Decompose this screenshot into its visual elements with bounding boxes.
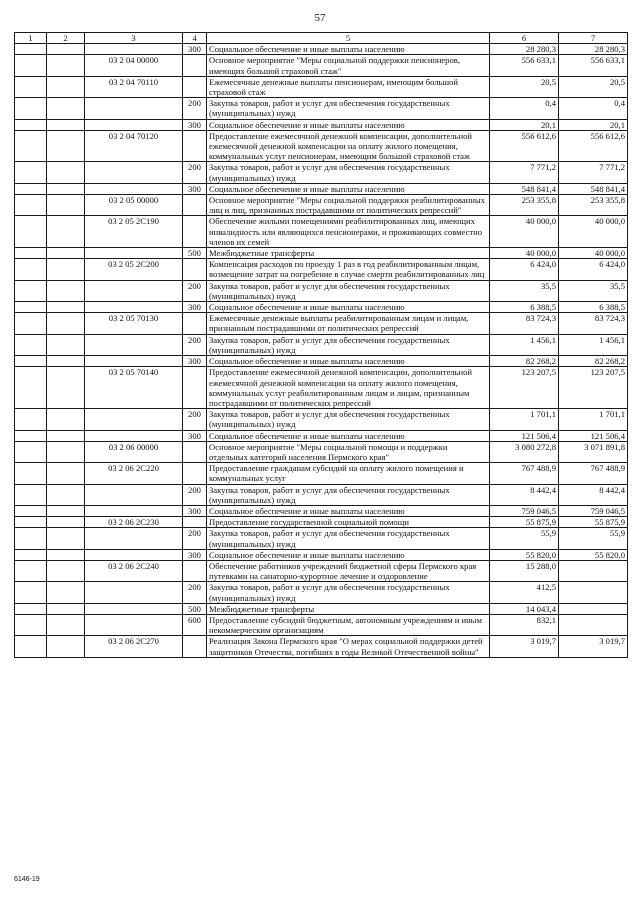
amount-col7-cell (559, 582, 628, 603)
code-cell (85, 603, 183, 614)
col-1-cell (15, 560, 47, 581)
table-row (15, 441, 628, 462)
col-2-cell (47, 248, 85, 259)
amount-col6-cell: 1 701,1 (490, 409, 559, 430)
col-2-cell (47, 55, 85, 76)
expense-type-cell: 200 (183, 334, 207, 355)
amount-col6-cell: 20,5 (490, 76, 559, 97)
table-row (15, 582, 628, 603)
amount-col6-cell: 7 771,2 (490, 162, 559, 183)
expense-type-cell (183, 441, 207, 462)
amount-col6-cell: 556 612,6 (490, 130, 559, 162)
amount-col6-cell: 3 019,7 (490, 636, 559, 657)
code-cell (85, 505, 183, 516)
table-row (15, 463, 628, 484)
expense-type-cell: 300 (183, 549, 207, 560)
code-cell (85, 162, 183, 183)
table-row (15, 183, 628, 194)
description-cell: Предоставление гражданам субсидий на оплату жилого помещения и коммунальных услуг (207, 463, 490, 484)
col-1-cell (15, 614, 47, 635)
col-1-cell (15, 44, 47, 55)
code-cell: 03 2 04 70120 (85, 130, 183, 162)
expense-type-cell: 500 (183, 248, 207, 259)
table-row (15, 636, 628, 657)
code-cell: 03 2 05 2С190 (85, 216, 183, 248)
amount-col7-cell: 82 268,2 (559, 356, 628, 367)
amount-col7-cell: 1 456,1 (559, 334, 628, 355)
amount-col7-cell: 20,5 (559, 76, 628, 97)
amount-col7-cell: 123 207,5 (559, 367, 628, 409)
amount-col7-cell: 556 633,1 (559, 55, 628, 76)
col-2-cell (47, 183, 85, 194)
description-cell: Закупка товаров, работ и услуг для обеспечения государственных (муниципальных) нужд (207, 334, 490, 355)
code-cell (85, 280, 183, 301)
col-2-cell (47, 463, 85, 484)
amount-col7-cell (559, 614, 628, 635)
table-row (15, 44, 628, 55)
col-1-cell (15, 463, 47, 484)
amount-col6-cell: 35,5 (490, 280, 559, 301)
code-cell (85, 183, 183, 194)
col-2-cell (47, 356, 85, 367)
table-row (15, 55, 628, 76)
col-1-cell (15, 162, 47, 183)
description-cell: Предоставление ежемесячной денежной компенсации, дополнительной ежемесячной денежной компенсации на оплату жилого помещения, коммунальных услуг реабилитированным лицам и лицам, признанным пострадавшими от политических репрессий (207, 367, 490, 409)
col-2-cell (47, 484, 85, 505)
amount-col6-cell: 40 000,0 (490, 248, 559, 259)
description-cell: Социальное обеспечение и иные выплаты населению (207, 119, 490, 130)
col-1-cell (15, 356, 47, 367)
table-row (15, 430, 628, 441)
amount-col6-cell: 832,1 (490, 614, 559, 635)
amount-col7-cell: 35,5 (559, 280, 628, 301)
expense-type-cell (183, 195, 207, 216)
amount-col6-cell: 55 875,9 (490, 517, 559, 528)
expense-type-cell (183, 259, 207, 280)
amount-col7-cell: 7 771,2 (559, 162, 628, 183)
col-1-cell (15, 55, 47, 76)
amount-col6-cell: 412,5 (490, 582, 559, 603)
amount-col7-cell (559, 603, 628, 614)
col-1-cell (15, 441, 47, 462)
column-header: 4 (183, 33, 207, 44)
col-1-cell (15, 484, 47, 505)
amount-col7-cell: 3 071 891,8 (559, 441, 628, 462)
col-2-cell (47, 195, 85, 216)
col-2-cell (47, 517, 85, 528)
amount-col7-cell: 8 442,4 (559, 484, 628, 505)
col-1-cell (15, 119, 47, 130)
amount-col6-cell: 123 207,5 (490, 367, 559, 409)
description-cell: Компенсация расходов по проезду 1 раз в год реабилитированным лицам, возмещение затрат на погребение в случае смерти реабилитированных лиц (207, 259, 490, 280)
amount-col7-cell: 767 488,9 (559, 463, 628, 484)
description-cell: Ежемесячные денежные выплаты пенсионерам, имеющим большой страховой стаж (207, 76, 490, 97)
table-row (15, 528, 628, 549)
table-row (15, 356, 628, 367)
col-2-cell (47, 409, 85, 430)
code-cell: 03 2 06 2С220 (85, 463, 183, 484)
col-2-cell (47, 130, 85, 162)
col-2-cell (47, 582, 85, 603)
table-row (15, 549, 628, 560)
table-row (15, 248, 628, 259)
expense-type-cell (183, 517, 207, 528)
description-cell: Обеспечение работников учреждений бюджетной сферы Пермского края путевками на санаторно-курортное лечение и оздоровление (207, 560, 490, 581)
expense-type-cell: 200 (183, 409, 207, 430)
col-2-cell (47, 367, 85, 409)
amount-col6-cell: 0,4 (490, 98, 559, 119)
table-row (15, 517, 628, 528)
col-2-cell (47, 162, 85, 183)
description-cell: Предоставление государственной социальной помощи (207, 517, 490, 528)
description-cell: Социальное обеспечение и иные выплаты населению (207, 302, 490, 313)
table-row (15, 76, 628, 97)
col-1-cell (15, 259, 47, 280)
expense-type-cell (183, 367, 207, 409)
amount-col6-cell: 6 388,5 (490, 302, 559, 313)
table-row (15, 409, 628, 430)
description-cell: Социальное обеспечение и иные выплаты населению (207, 430, 490, 441)
amount-col6-cell: 121 506,4 (490, 430, 559, 441)
expense-type-cell: 300 (183, 356, 207, 367)
description-cell: Ежемесячные денежные выплаты реабилитированным лицам и лицам, признанным пострадавшими от политических репрессий (207, 313, 490, 334)
code-cell (85, 549, 183, 560)
expense-type-cell: 200 (183, 582, 207, 603)
amount-col6-cell: 20,1 (490, 119, 559, 130)
col-1-cell (15, 430, 47, 441)
expense-type-cell: 200 (183, 98, 207, 119)
description-cell: Закупка товаров, работ и услуг для обеспечения государственных (муниципальных) нужд (207, 280, 490, 301)
description-cell: Закупка товаров, работ и услуг для обеспечения государственных (муниципальных) нужд (207, 582, 490, 603)
description-cell: Закупка товаров, работ и услуг для обеспечения государственных (муниципальных) нужд (207, 528, 490, 549)
col-2-cell (47, 549, 85, 560)
amount-col7-cell: 55 820,0 (559, 549, 628, 560)
expense-type-cell (183, 636, 207, 657)
expense-type-cell: 300 (183, 430, 207, 441)
col-1-cell (15, 216, 47, 248)
col-2-cell (47, 302, 85, 313)
code-cell: 03 2 06 2С230 (85, 517, 183, 528)
description-cell: Предоставление ежемесячной денежной компенсации, дополнительной ежемесячной денежной компенсации на оплату жилого помещения, коммунальных услуг пенсионерам, имеющим большой страховой стаж (207, 130, 490, 162)
description-cell: Реализация Закона Пермского края "О мерах социальной поддержки детей защитников Отечества, погибших в годы Великой Отечественной войны" (207, 636, 490, 657)
col-1-cell (15, 302, 47, 313)
amount-col6-cell: 548 841,4 (490, 183, 559, 194)
col-2-cell (47, 259, 85, 280)
table-row (15, 98, 628, 119)
description-cell: Закупка товаров, работ и услуг для обеспечения государственных (муниципальных) нужд (207, 98, 490, 119)
expense-type-cell (183, 130, 207, 162)
col-2-cell (47, 614, 85, 635)
expense-type-cell (183, 560, 207, 581)
col-1-cell (15, 248, 47, 259)
table-row (15, 130, 628, 162)
expense-type-cell: 300 (183, 183, 207, 194)
code-cell (85, 614, 183, 635)
amount-col7-cell: 40 000,0 (559, 216, 628, 248)
amount-col6-cell: 8 442,4 (490, 484, 559, 505)
amount-col7-cell: 253 355,8 (559, 195, 628, 216)
expense-type-cell: 200 (183, 162, 207, 183)
amount-col7-cell: 0,4 (559, 98, 628, 119)
table-row (15, 484, 628, 505)
col-1-cell (15, 517, 47, 528)
col-1-cell (15, 195, 47, 216)
code-cell (85, 582, 183, 603)
amount-col6-cell: 28 280,3 (490, 44, 559, 55)
expense-type-cell (183, 313, 207, 334)
expense-type-cell: 300 (183, 119, 207, 130)
amount-col7-cell: 83 724,3 (559, 313, 628, 334)
column-header: 2 (47, 33, 85, 44)
code-cell (85, 119, 183, 130)
col-1-cell (15, 582, 47, 603)
col-1-cell (15, 603, 47, 614)
description-cell: Межбюджетные трансферты (207, 248, 490, 259)
code-cell (85, 44, 183, 55)
amount-col6-cell: 82 268,2 (490, 356, 559, 367)
table-row (15, 603, 628, 614)
amount-col7-cell: 40 000,0 (559, 248, 628, 259)
expense-type-cell: 500 (183, 603, 207, 614)
col-2-cell (47, 216, 85, 248)
column-header: 3 (85, 33, 183, 44)
expense-type-cell (183, 216, 207, 248)
amount-col6-cell: 40 000,0 (490, 216, 559, 248)
expense-type-cell: 200 (183, 528, 207, 549)
expense-type-cell: 300 (183, 505, 207, 516)
table-row (15, 560, 628, 581)
col-2-cell (47, 44, 85, 55)
amount-col7-cell: 556 612,6 (559, 130, 628, 162)
description-cell: Межбюджетные трансферты (207, 603, 490, 614)
column-header: 7 (559, 33, 628, 44)
code-cell (85, 409, 183, 430)
code-cell (85, 248, 183, 259)
budget-table (14, 32, 628, 658)
amount-col7-cell: 1 701,1 (559, 409, 628, 430)
page-number: 57 (314, 12, 326, 24)
expense-type-cell: 600 (183, 614, 207, 635)
expense-type-cell: 300 (183, 44, 207, 55)
col-2-cell (47, 119, 85, 130)
amount-col7-cell: 6 388,5 (559, 302, 628, 313)
amount-col7-cell: 28 280,3 (559, 44, 628, 55)
expense-type-cell: 200 (183, 484, 207, 505)
table-row (15, 614, 628, 635)
table-row (15, 505, 628, 516)
description-cell: Закупка товаров, работ и услуг для обеспечения государственных (муниципальных) нужд (207, 162, 490, 183)
amount-col7-cell: 759 046,5 (559, 505, 628, 516)
col-1-cell (15, 636, 47, 657)
expense-type-cell (183, 76, 207, 97)
col-2-cell (47, 313, 85, 334)
column-header-row (15, 33, 628, 44)
code-cell (85, 334, 183, 355)
code-cell: 03 2 04 00000 (85, 55, 183, 76)
col-1-cell (15, 130, 47, 162)
amount-col6-cell: 556 633,1 (490, 55, 559, 76)
col-1-cell (15, 528, 47, 549)
amount-col6-cell: 767 488,9 (490, 463, 559, 484)
col-2-cell (47, 603, 85, 614)
col-1-cell (15, 183, 47, 194)
code-cell (85, 528, 183, 549)
column-header: 1 (15, 33, 47, 44)
code-cell: 03 2 05 00000 (85, 195, 183, 216)
col-2-cell (47, 334, 85, 355)
col-2-cell (47, 280, 85, 301)
col-2-cell (47, 76, 85, 97)
col-2-cell (47, 98, 85, 119)
col-2-cell (47, 636, 85, 657)
table-row (15, 313, 628, 334)
description-cell: Социальное обеспечение и иные выплаты населению (207, 549, 490, 560)
amount-col6-cell: 759 046,5 (490, 505, 559, 516)
amount-col6-cell: 1 456,1 (490, 334, 559, 355)
amount-col7-cell: 55,9 (559, 528, 628, 549)
amount-col6-cell: 15 288,0 (490, 560, 559, 581)
description-cell: Основное мероприятие "Меры социальной помощи и поддержки отдельных категорий населения Пермского края" (207, 441, 490, 462)
description-cell: Социальное обеспечение и иные выплаты населению (207, 183, 490, 194)
amount-col7-cell: 55 875,9 (559, 517, 628, 528)
amount-col6-cell: 3 080 272,8 (490, 441, 559, 462)
code-cell (85, 430, 183, 441)
amount-col6-cell: 55,9 (490, 528, 559, 549)
col-1-cell (15, 280, 47, 301)
table-row (15, 119, 628, 130)
amount-col6-cell: 6 424,0 (490, 259, 559, 280)
amount-col7-cell: 3 019,7 (559, 636, 628, 657)
description-cell: Предоставление субсидий бюджетным, автономным учреждениям и иным некоммерческим организациям (207, 614, 490, 635)
col-2-cell (47, 505, 85, 516)
amount-col6-cell: 253 355,8 (490, 195, 559, 216)
expense-type-cell (183, 55, 207, 76)
table-row (15, 259, 628, 280)
amount-col7-cell: 121 506,4 (559, 430, 628, 441)
col-1-cell (15, 313, 47, 334)
amount-col6-cell: 83 724,3 (490, 313, 559, 334)
table-row (15, 280, 628, 301)
amount-col6-cell: 14 043,4 (490, 603, 559, 614)
amount-col7-cell: 20,1 (559, 119, 628, 130)
amount-col7-cell: 548 841,4 (559, 183, 628, 194)
description-cell: Основное мероприятие "Меры социальной поддержки реабилитированных лиц и лиц, признанных пострадавшими от политических репрессий" (207, 195, 490, 216)
expense-type-cell: 300 (183, 302, 207, 313)
description-cell: Социальное обеспечение и иные выплаты населению (207, 44, 490, 55)
code-cell: 03 2 06 00000 (85, 441, 183, 462)
expense-type-cell: 200 (183, 280, 207, 301)
code-cell (85, 356, 183, 367)
code-cell (85, 302, 183, 313)
code-cell (85, 484, 183, 505)
col-1-cell (15, 334, 47, 355)
column-header: 6 (490, 33, 559, 44)
code-cell: 03 2 05 70130 (85, 313, 183, 334)
column-header: 5 (207, 33, 490, 44)
col-2-cell (47, 528, 85, 549)
table-row (15, 195, 628, 216)
col-1-cell (15, 76, 47, 97)
table-row (15, 216, 628, 248)
table-row (15, 367, 628, 409)
table-row (15, 162, 628, 183)
col-1-cell (15, 549, 47, 560)
table-row (15, 334, 628, 355)
amount-col6-cell: 55 820,0 (490, 549, 559, 560)
col-1-cell (15, 98, 47, 119)
description-cell: Обеспечение жилыми помещениями реабилитированных лиц, имеющих инвалидность или являющихся пенсионерами, и проживающих совместно членов их семей (207, 216, 490, 248)
code-cell: 03 2 06 2С240 (85, 560, 183, 581)
col-1-cell (15, 409, 47, 430)
description-cell: Социальное обеспечение и иные выплаты населению (207, 356, 490, 367)
code-cell: 03 2 05 2С200 (85, 259, 183, 280)
col-1-cell (15, 505, 47, 516)
description-cell: Основное мероприятие "Меры социальной поддержки пенсионеров, имеющих большой страховой стаж" (207, 55, 490, 76)
description-cell: Закупка товаров, работ и услуг для обеспечения государственных (муниципальных) нужд (207, 484, 490, 505)
code-cell: 03 2 04 70110 (85, 76, 183, 97)
col-2-cell (47, 430, 85, 441)
col-2-cell (47, 441, 85, 462)
col-2-cell (47, 560, 85, 581)
code-cell: 03 2 05 70140 (85, 367, 183, 409)
code-cell: 03 2 06 2С270 (85, 636, 183, 657)
table-row (15, 302, 628, 313)
description-cell: Социальное обеспечение и иные выплаты населению (207, 505, 490, 516)
expense-type-cell (183, 463, 207, 484)
amount-col7-cell: 6 424,0 (559, 259, 628, 280)
col-1-cell (15, 367, 47, 409)
footer-code: 6146-19 (14, 876, 40, 883)
description-cell: Закупка товаров, работ и услуг для обеспечения государственных (муниципальных) нужд (207, 409, 490, 430)
amount-col7-cell (559, 560, 628, 581)
code-cell (85, 98, 183, 119)
